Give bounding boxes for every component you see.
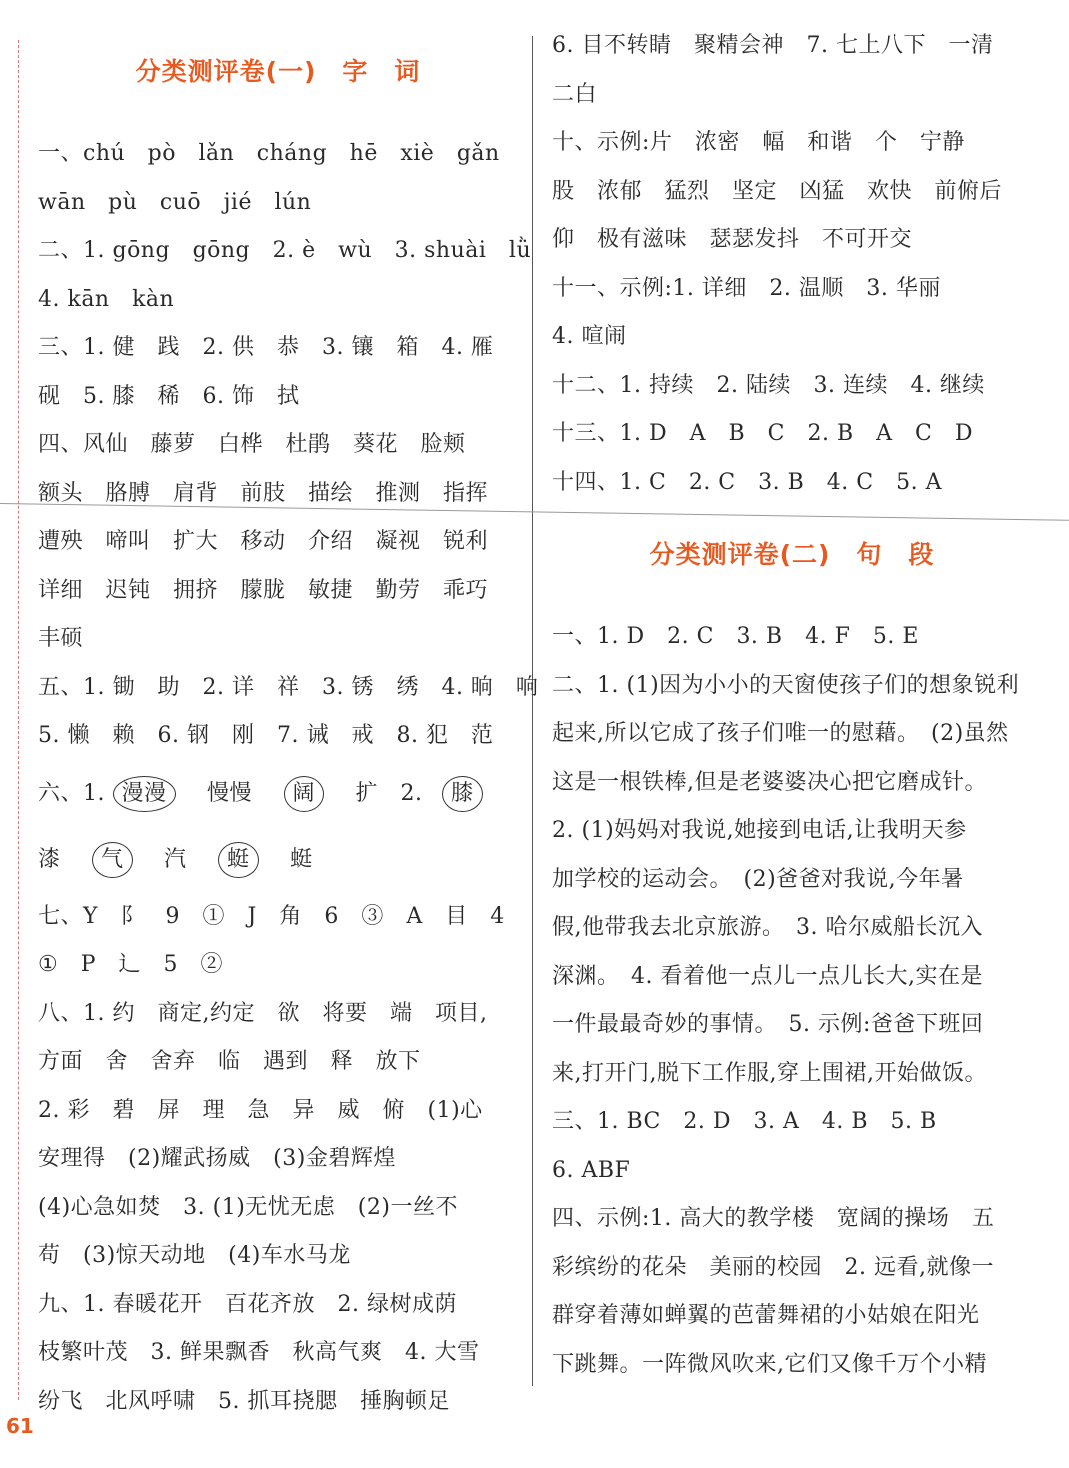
answer-line: 四、示例:1. 高大的教学楼 宽阔的操场 五 xyxy=(552,1206,995,1231)
section-title-sentences: 分类测评卷(二) 句 段 xyxy=(649,540,935,569)
answer-line: 额头 胳膊 肩背 前肢 描绘 推测 指挥 xyxy=(38,480,489,506)
answer-line: 来,打开门,脱下工作服,穿上围裙,开始做饭。 xyxy=(552,1060,987,1086)
circled-answer: 气 xyxy=(92,842,133,878)
answer-line: 方面 舍 舍弃 临 遇到 释 放下 xyxy=(38,1049,421,1074)
answer-line: 加学校的运动会。 (2)爸爸对我说,今年暑 xyxy=(552,866,964,892)
answer-line: 枝繁叶茂 3. 鲜果飘香 秋高气爽 4. 大雪 xyxy=(38,1340,480,1365)
answer-line: 一、1. D 2. C 3. B 4. F 5. E xyxy=(552,624,919,649)
answer-line: 群穿着薄如蝉翼的芭蕾舞裙的小姑娘在阳光 xyxy=(552,1303,980,1328)
answer-line: 这是一根铁棒,但是老婆婆决心把它磨成针。 xyxy=(552,769,987,795)
answer-line: 5. 懒 赖 6. 钢 刚 7. 诫 戒 8. 犯 范 xyxy=(38,723,494,748)
answer-text: 汽 xyxy=(164,846,187,872)
answer-line: 4. kān kàn xyxy=(38,286,175,312)
answer-line: 一、chú pò lǎn cháng hē xiè gǎn xyxy=(38,141,500,166)
answer-line: 仰 极有滋味 瑟瑟发抖 不可开交 xyxy=(552,227,913,252)
answer-line: 七、Y 阝 9 ① J 角 6 ③ A 目 4 xyxy=(38,903,505,929)
answer-line: 九、1. 春暖花开 百花齐放 2. 绿树成荫 xyxy=(38,1291,457,1317)
circled-answer: 漫漫 xyxy=(113,776,176,812)
answer-line: 假,他带我去北京旅游。 3. 哈尔威船长沉入 xyxy=(552,915,983,940)
answer-line: 2. 彩 碧 屏 理 急 异 威 俯 (1)心 xyxy=(38,1097,483,1123)
section-title-words: 分类测评卷(一) 字 词 xyxy=(135,57,421,86)
circled-answer: 蜓 xyxy=(218,842,259,878)
answer-line: 十一、示例:1. 详细 2. 温顺 3. 华丽 xyxy=(552,275,941,301)
answer-line: 6. 目不转睛 聚精会神 7. 七上八下 一清 xyxy=(552,33,994,58)
answer-line: 起来,所以它成了孩子们唯一的慰藉。 (2)虽然 xyxy=(552,721,1009,746)
answer-line: 十三、1. D A B C 2. B A C D xyxy=(552,421,974,446)
answer-line: 二白 xyxy=(552,81,598,107)
answer-line: 6. ABF xyxy=(552,1157,631,1183)
answer-line: 彩缤纷的花朵 美丽的校园 2. 远看,就像一 xyxy=(552,1254,994,1280)
answer-line: 三、1. BC 2. D 3. A 4. B 5. B xyxy=(552,1109,937,1134)
answer-text: 漆 xyxy=(38,846,61,872)
page-number: 61 xyxy=(6,1414,34,1438)
answer-line: 详细 迟钝 拥挤 朦胧 敏捷 勤劳 乖巧 xyxy=(38,577,489,603)
answer-line: 一件最最奇妙的事情。 5. 示例:爸爸下班回 xyxy=(552,1012,984,1037)
answer-line: 十四、1. C 2. C 3. B 4. C 5. A xyxy=(552,469,942,495)
answer-line: 4. 喧闹 xyxy=(552,324,627,349)
answer-line: 股 浓郁 猛烈 坚定 凶猛 欢快 前俯后 xyxy=(552,178,1003,204)
answer-line: 丰硕 xyxy=(38,626,84,651)
left-column xyxy=(38,44,539,1426)
answer-line: 安理得 (2)耀武扬威 (3)金碧辉煌 xyxy=(38,1146,396,1171)
left-margin-rule xyxy=(18,40,19,1400)
answer-line: (4)心急如焚 3. (1)无忧无虑 (2)一丝不 xyxy=(38,1194,458,1220)
answer-line: 下跳舞。一阵微风吹来,它们又像千万个小精 xyxy=(552,1351,987,1377)
answer-line: ① P 辶 5 ② xyxy=(38,952,224,977)
answer-line: 2. (1)妈妈对我说,她接到电话,让我明天参 xyxy=(552,818,967,843)
answer-text: 扩 2. xyxy=(355,780,423,806)
answer-text: 蜓 xyxy=(290,846,313,872)
column-divider xyxy=(532,36,533,1386)
circled-answer: 阔 xyxy=(284,776,325,812)
circled-answer: 膝 xyxy=(442,776,483,812)
answer-line: 五、1. 锄 助 2. 详 祥 3. 锈 绣 4. 晌 响 xyxy=(38,674,539,700)
answer-line: 砚 5. 膝 稀 6. 饰 拭 xyxy=(38,383,300,409)
answer-line: 四、风仙 藤萝 白桦 杜鹃 葵花 脸颊 xyxy=(38,432,466,457)
right-column xyxy=(552,22,1032,1389)
answer-line: 三、1. 健 践 2. 供 恭 3. 镶 箱 4. 雁 xyxy=(38,335,494,360)
answer-line: 深渊。 4. 看着他一点儿一点儿长大,实在是 xyxy=(552,963,983,989)
answer-text: 慢慢 xyxy=(207,780,253,806)
answer-line: 二、1. (1)因为小小的天窗使孩子们的想象锐利 xyxy=(552,672,1020,698)
item-prefix: 六、1. xyxy=(38,780,105,806)
answer-line: 十二、1. 持续 2. 陆续 3. 连续 4. 继续 xyxy=(552,372,985,398)
answer-line-circled xyxy=(38,827,518,893)
answer-line: 十、示例:片 浓密 幅 和谐 个 宁静 xyxy=(552,130,965,155)
answer-line: 八、1. 约 商定,约定 欲 将要 端 项目, xyxy=(38,1000,488,1026)
answer-line-circled xyxy=(38,761,518,827)
answer-line: wān pù cuō jié lún xyxy=(38,189,312,215)
answer-line: 二、1. gōng gōng 2. è wù 3. shuài lǜ xyxy=(38,238,532,263)
answer-line: 遭殃 啼叫 扩大 移动 介绍 凝视 锐利 xyxy=(38,529,489,554)
answer-line: 苟 (3)惊天动地 (4)车水马龙 xyxy=(38,1243,351,1268)
answer-line: 纷飞 北风呼啸 5. 抓耳挠腮 捶胸顿足 xyxy=(38,1388,450,1414)
